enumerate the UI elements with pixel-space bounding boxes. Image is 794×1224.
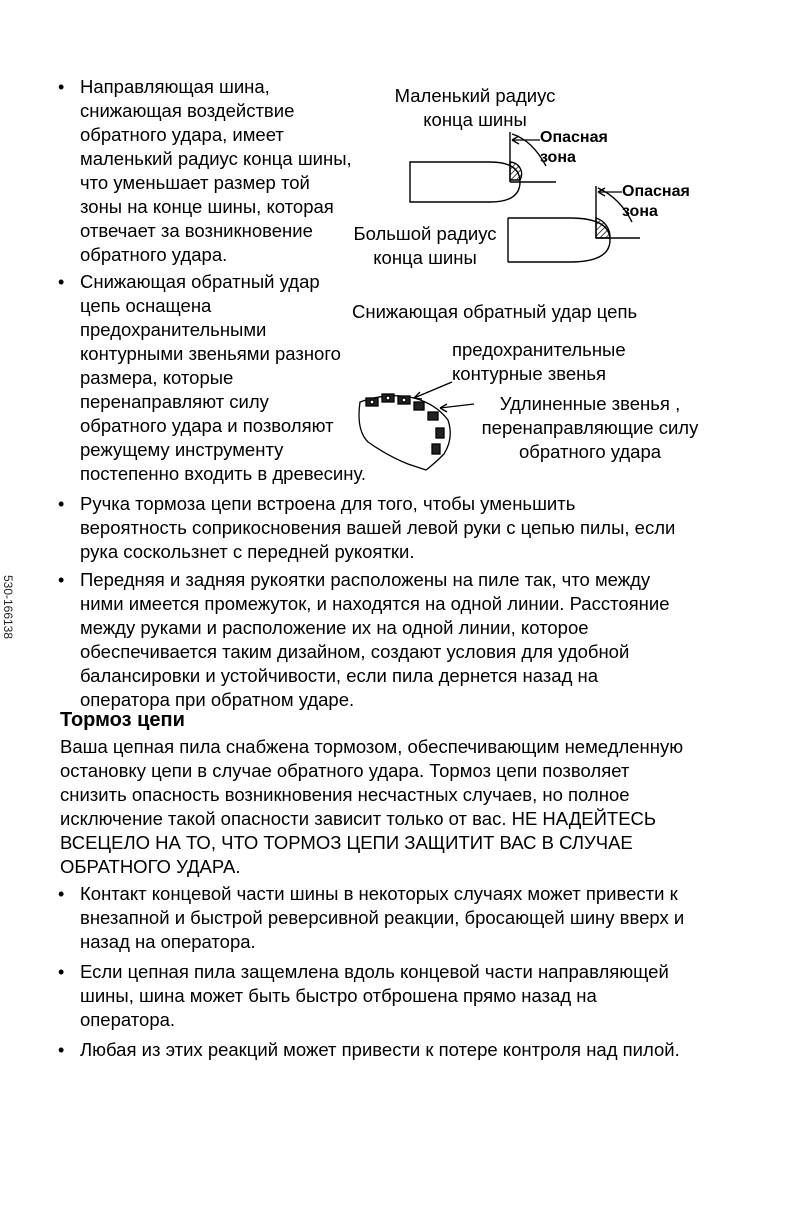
large-zone-hatch <box>596 218 610 238</box>
bullet-text: Ручка тормоза цепи встроена для того, чтобы уменьшить вероятность соприкосновения вашей левой руки с цепью пилы, если рука соскользнет с передней рукоятки. <box>80 493 676 562</box>
section-paragraph: Ваша цепная пила снабжена тормозом, обеспечивающим немедленную остановку цепи в случае обратного удара. Тормоз цепи позволяет снизить опасность возникновения несчастных случаев, но полное исключение такой опасности зависит только от вас. НЕ НАДЕЙТЕСЬ ВСЕЦЕЛО НА ТО, ЧТО ТОРМОЗ ЦЕПИ ЗАЩИТИТ ВАС В СЛУЧАЕ ОБРАТНОГО УДАРА. <box>60 736 684 877</box>
bullet-item <box>58 960 758 1032</box>
bullet-text: Если цепная пила защемлена вдоль концевой части направляющей шины, шина может быть быстро отброшена прямо назад на оператора. <box>80 961 669 1030</box>
bullet-dot: • <box>58 1040 65 1060</box>
guard-links-label: предохранительные контурные звенья <box>452 339 626 384</box>
elongated-links-arrow <box>440 404 474 412</box>
bullet-dot: • <box>58 884 65 904</box>
small-radius-label: Маленький радиус конца шины <box>394 85 556 130</box>
small-radius-bar <box>410 132 556 202</box>
small-zone-hatch <box>510 162 522 180</box>
small-radius-arrow <box>512 136 540 144</box>
chain-title-label: Снижающая обратный удар цепь <box>352 301 638 322</box>
section-heading: Тормоз цепи <box>60 709 185 731</box>
chain-illustration <box>359 394 450 470</box>
bullet-dot: • <box>58 272 65 292</box>
bullet-text: Контакт концевой части шины в некоторых случаях может привести к внезапной и быстрой реверсивной реакции, бросающей шину вверх и назад на оператора. <box>80 883 685 952</box>
bullet-dot: • <box>58 77 65 97</box>
bullet-dot: • <box>58 962 65 982</box>
document-code: 530-166138 <box>1 574 15 640</box>
bullet-text: Передняя и задняя рукоятки расположены на пиле так, что между ними имеется промежуток, и находятся на одной линии. Расстояние между руками и расположение их на одной линии, которое обеспечивается таким дизайном, создают условия для удобной балансировки и устойчивости, если пила дернется назад на оператора при обратном ударе. <box>80 569 670 710</box>
bullet-text: Направляющая шина, снижающая воздействие обратного удара, имеет маленький радиус конца шины, что уменьшает размер той зоны на конце шины, которая отвечает за возникновение обратного удара. <box>80 76 352 265</box>
danger-zone-label-1: Опасная зона <box>540 129 608 166</box>
bullet-dot: • <box>58 570 65 590</box>
large-radius-label: Большой радиус конца шины <box>353 223 497 268</box>
guard-links-arrow <box>414 382 452 399</box>
bullet-item <box>58 882 758 954</box>
bullet-item <box>58 1038 758 1062</box>
danger-zone-label-2: Опасная зона <box>622 183 690 220</box>
elongated-links-label: Удлиненные звенья , перенаправляющие силу обратного удара <box>481 393 699 462</box>
bullet-text: Любая из этих реакций может привести к потере контроля над пилой. <box>80 1039 680 1060</box>
bullet-text: Снижающая обратный удар цепь оснащена предохранительными контурными звеньями разного размера, которые перенаправляют силу обратного удара и позволяют режущему инструменту постепенно входить в древесину. <box>80 271 367 484</box>
large-radius-bar <box>508 186 640 262</box>
bullet-dot: • <box>58 494 65 514</box>
